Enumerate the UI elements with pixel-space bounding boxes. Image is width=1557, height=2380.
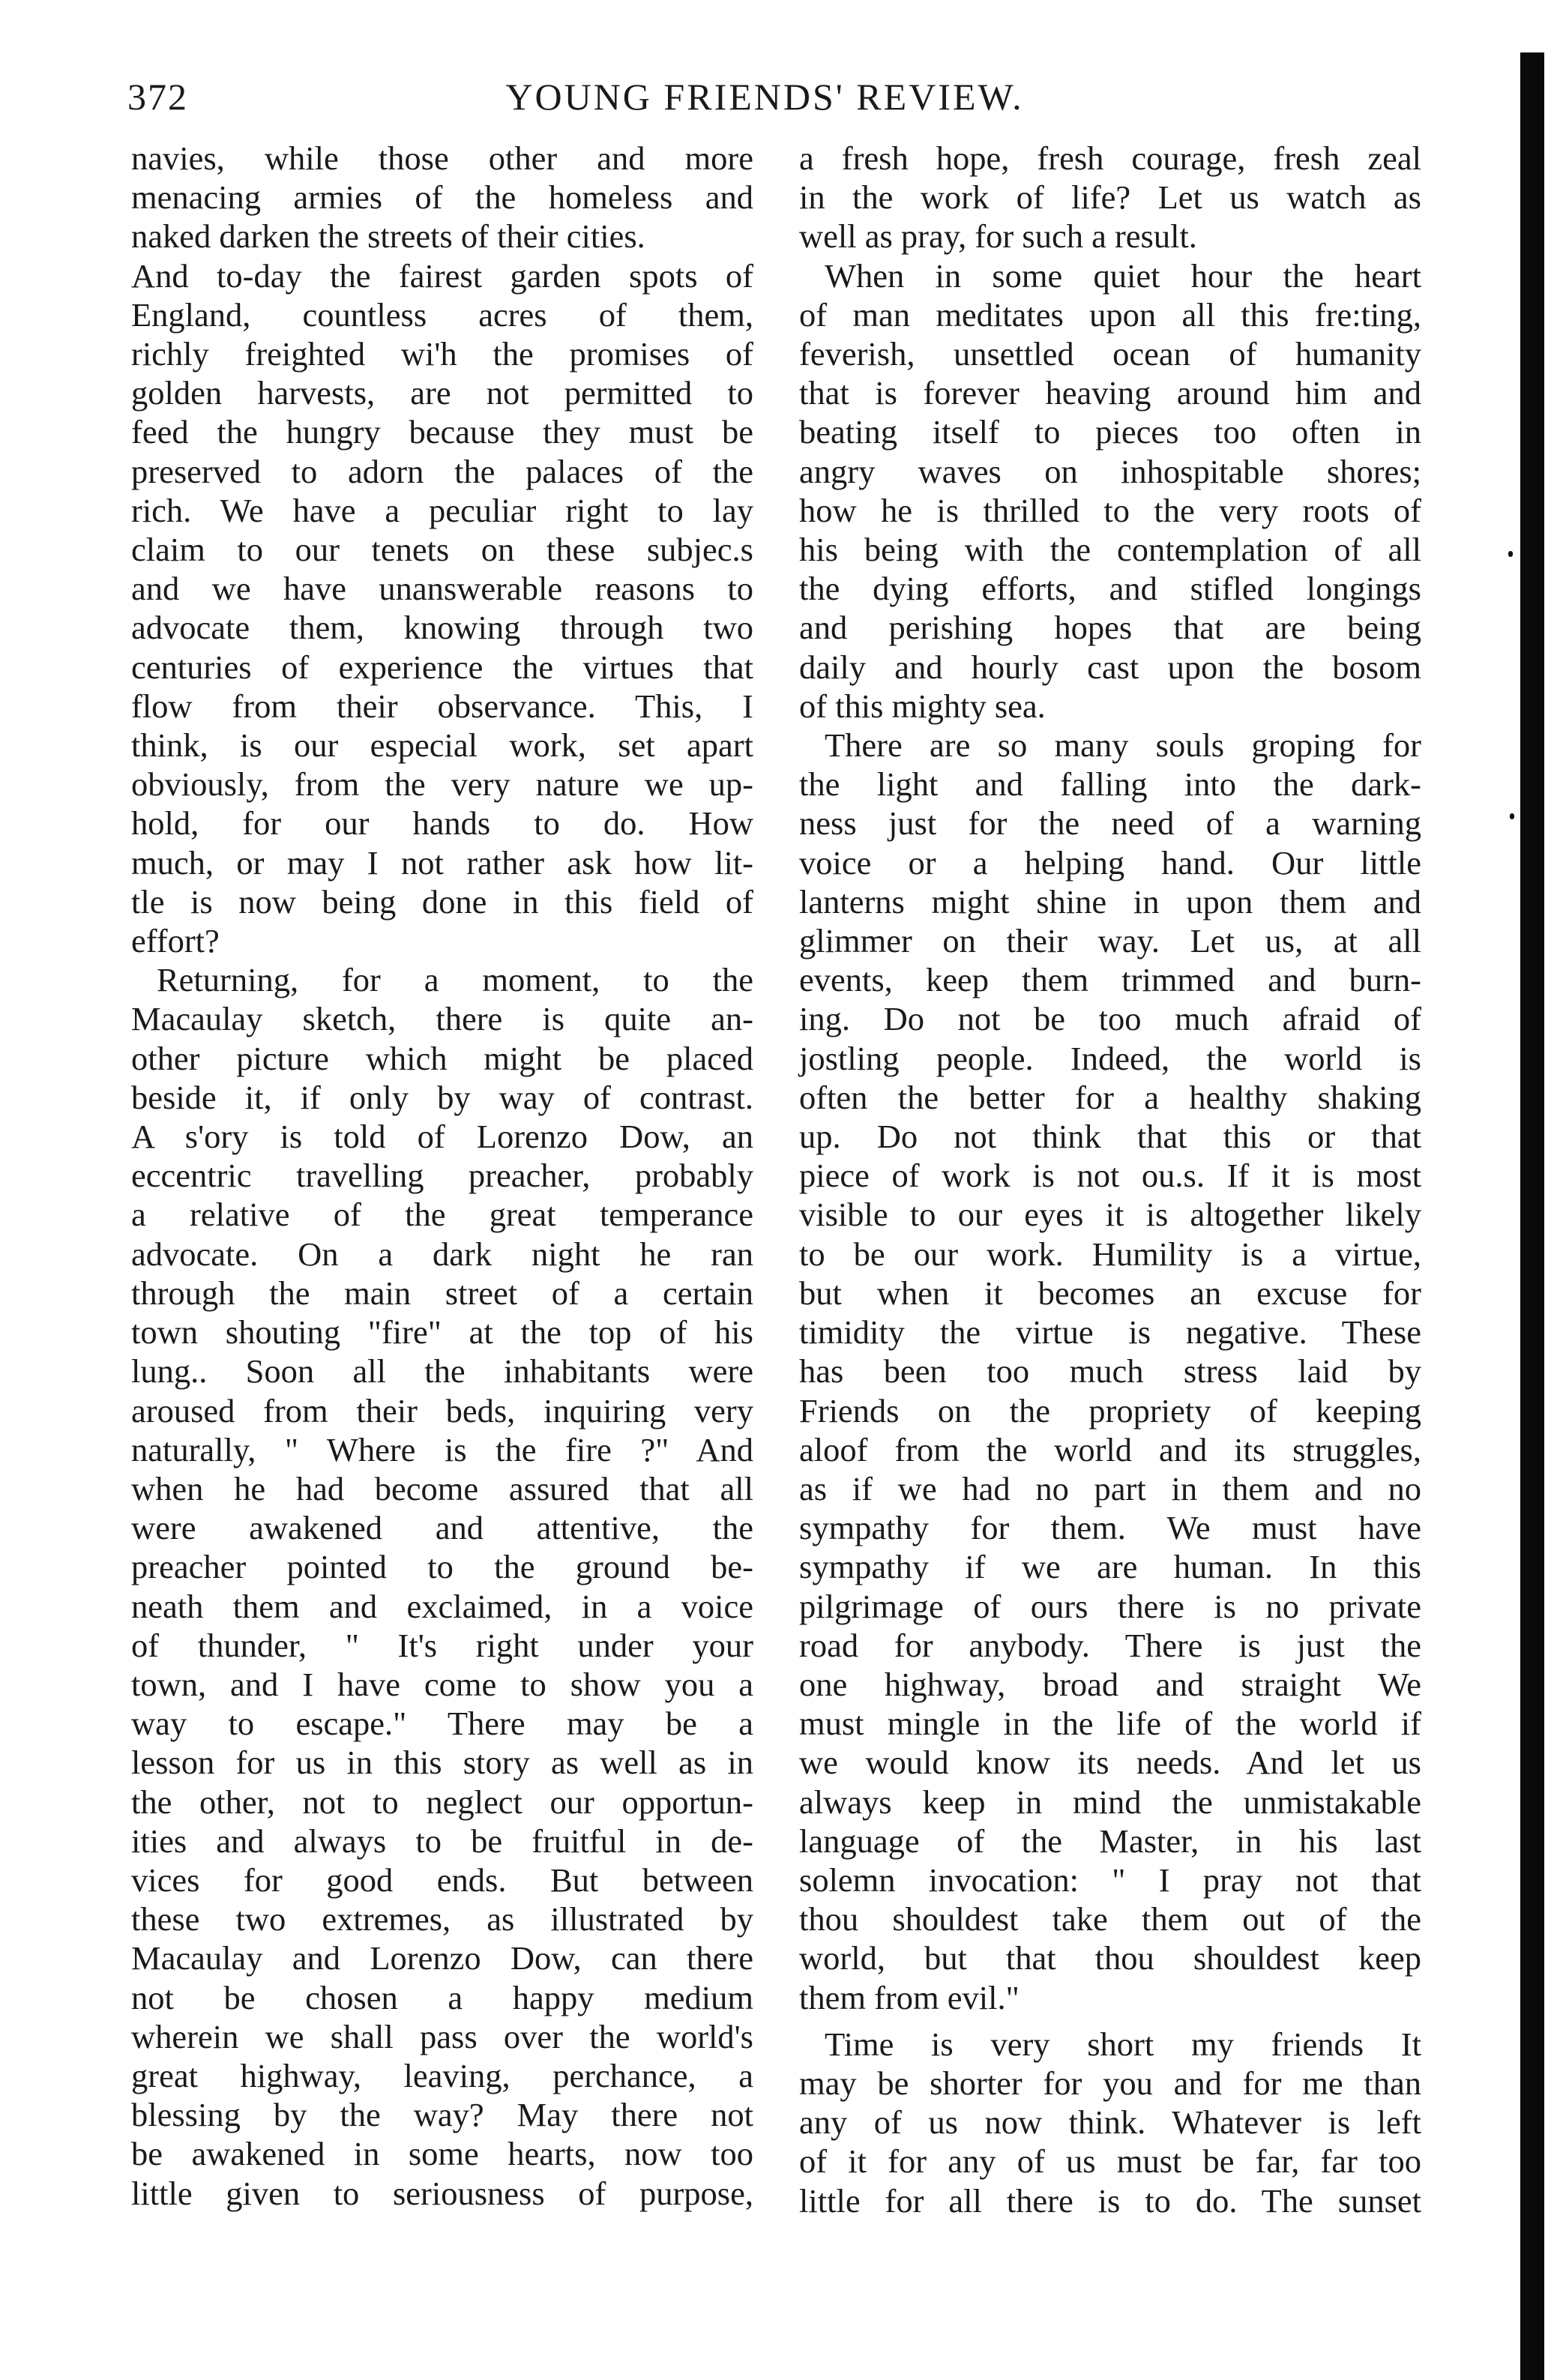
text-line: advocate them, knowing through two: [131, 609, 753, 647]
text-line: richly freighted wi'h the promises of: [131, 335, 753, 373]
text-line: ness just for the need of a warning: [799, 804, 1421, 843]
text-line: vices for good ends. But between: [131, 1861, 753, 1899]
text-line: a relative of the great temperance: [131, 1196, 753, 1234]
text-line: lung.. Soon all the inhabitants were: [131, 1352, 753, 1391]
text-line: wherein we shall pass over the world's: [131, 2017, 753, 2055]
text-line: must mingle in the life of the world if: [799, 1705, 1421, 1743]
text-line: that is forever heaving around him and: [799, 374, 1421, 412]
text-line: not be chosen a happy medium: [131, 1978, 753, 2016]
text-line: A s'ory is told of Lorenzo Dow, an: [131, 1118, 753, 1156]
text-line: them from evil.": [799, 1978, 1020, 2016]
text-line: little given to seriousness of purpose,: [131, 2174, 753, 2212]
text-line: often the better for a healthy shaking: [799, 1078, 1421, 1116]
text-line: voice or a helping hand. Our little: [799, 843, 1421, 882]
text-line: aroused from their beds, inquiring very: [131, 1391, 753, 1429]
text-line: these two extremes, as illustrated by: [131, 1900, 753, 1938]
text-line: any of us now think. Whatever is left: [799, 2103, 1421, 2142]
text-line: of it for any of us must be far, far too: [799, 2142, 1421, 2181]
text-line: language of the Master, in his last: [799, 1822, 1421, 1860]
text-line: other picture which might be placed: [131, 1039, 753, 1077]
text-line: England, countless acres of them,: [131, 295, 753, 334]
text-line: centuries of experience the virtues that: [131, 648, 753, 686]
text-line: one highway, broad and straight We: [799, 1665, 1421, 1703]
text-line: blessing by the way? May there not: [131, 2096, 753, 2134]
text-line: well as pray, for such a result.: [799, 217, 1197, 256]
text-line: and we have unanswerable reasons to: [131, 570, 753, 608]
text-line: feverish, unsettled ocean of humanity: [799, 335, 1421, 373]
page-number: 372: [127, 76, 188, 118]
text-line: golden harvests, are not permitted to: [131, 374, 753, 412]
text-line: world, but that thou shouldest keep: [799, 1939, 1421, 1977]
text-line: advocate. On a dark night he ran: [131, 1235, 753, 1273]
text-line: claim to our tenets on these subjec.s: [131, 531, 753, 569]
text-line: but when it becomes an excuse for: [799, 1274, 1421, 1312]
text-line: up. Do not think that this or that: [799, 1118, 1421, 1156]
text-line: obviously, from the very nature we up-: [131, 765, 753, 804]
text-line: Macaulay and Lorenzo Dow, can there: [131, 1939, 753, 1977]
text-line: feed the hungry because they must be: [131, 413, 753, 451]
text-line: events, keep them trimmed and burn-: [799, 961, 1421, 999]
text-line: as if we had no part in them and no: [799, 1469, 1421, 1507]
text-line: always keep in mind the unmistakable: [799, 1783, 1421, 1821]
text-line: town shouting "fire" at the top of his: [131, 1313, 753, 1352]
text-line: rich. We have a peculiar right to lay: [131, 491, 753, 529]
text-line: beside it, if only by way of contrast.: [131, 1078, 753, 1116]
text-line: little for all there is to do. The sunset: [799, 2181, 1421, 2220]
text-line: lesson for us in this story as well as in: [131, 1744, 753, 1782]
running-title: YOUNG FRIENDS' REVIEW.: [505, 76, 1024, 118]
text-line: his being with the contemplation of all: [799, 531, 1421, 569]
text-line: glimmer on their way. Let us, at all: [799, 922, 1421, 960]
text-line: were awakened and attentive, the: [131, 1509, 753, 1547]
text-line: ing. Do not be too much afraid of: [799, 1000, 1421, 1038]
text-line: of thunder, " It's right under your: [131, 1626, 753, 1664]
text-line: in the work of life? Let us watch as: [799, 178, 1421, 217]
text-line: jostling people. Indeed, the world is: [799, 1039, 1421, 1077]
text-line: Friends on the propriety of keeping: [799, 1391, 1421, 1429]
text-line: sympathy for them. We must have: [799, 1509, 1421, 1547]
text-line: a fresh hope, fresh courage, fresh zeal: [799, 139, 1421, 177]
text-line: angry waves on inhospitable shores;: [799, 452, 1421, 490]
text-line: naturally, " Where is the fire ?" And: [131, 1430, 753, 1468]
text-line: pilgrimage of ours there is no private: [799, 1587, 1421, 1625]
text-line: way to escape." There may be a: [131, 1705, 753, 1743]
text-line: to be our work. Humility is a virtue,: [799, 1235, 1421, 1273]
scan-edge-shadow: [1520, 52, 1544, 2380]
text-line: navies, while those other and more: [131, 139, 753, 177]
text-line: much, or may I not rather ask how lit-: [131, 843, 753, 882]
text-line: Time is very short my friends It: [825, 2025, 1421, 2063]
text-line: has been too much stress laid by: [799, 1352, 1421, 1391]
text-line: town, and I have come to show you a: [131, 1665, 753, 1703]
text-line: of this mighty sea.: [799, 687, 1046, 725]
text-line: visible to our eyes it is altogether likely: [799, 1196, 1421, 1234]
text-line: and perishing hopes that are being: [799, 609, 1421, 647]
text-line: timidity the virtue is negative. These: [799, 1313, 1421, 1352]
text-line: tle is now being done in this field of: [131, 882, 753, 921]
text-line: lanterns might shine in upon them and: [799, 882, 1421, 921]
text-line: eccentric travelling preacher, probably: [131, 1157, 753, 1195]
text-line: we would know its needs. And let us: [799, 1744, 1421, 1782]
text-line: ities and always to be fruitful in de-: [131, 1822, 753, 1860]
text-line: how he is thrilled to the very roots of: [799, 491, 1421, 529]
text-line: the light and falling into the dark-: [799, 765, 1421, 804]
text-line: through the main street of a certain: [131, 1274, 753, 1312]
text-line: thou shouldest take them out of the: [799, 1900, 1421, 1938]
scan-speck: [1508, 551, 1513, 557]
text-line: sympathy if we are human. In this: [799, 1548, 1421, 1586]
text-line: great highway, leaving, perchance, a: [131, 2056, 753, 2094]
text-line: think, is our especial work, set apart: [131, 726, 753, 765]
text-line: may be shorter for you and for me than: [799, 2064, 1421, 2102]
text-line: Returning, for a moment, to the: [157, 961, 753, 999]
text-line: road for anybody. There is just the: [799, 1626, 1421, 1664]
text-line: the other, not to neglect our opportun-: [131, 1783, 753, 1821]
page-header: [127, 75, 1402, 127]
text-line: When in some quiet hour the heart: [825, 256, 1421, 295]
text-line: There are so many souls groping for: [825, 726, 1421, 765]
text-line: of man meditates upon all this fre:ting,: [799, 295, 1421, 334]
text-line: solemn invocation: " I pray not that: [799, 1861, 1421, 1899]
text-line: piece of work is not ou.s. If it is most: [799, 1157, 1421, 1195]
left-text-column: [131, 139, 753, 2213]
text-line: neath them and exclaimed, in a voice: [131, 1587, 753, 1625]
text-line: daily and hourly cast upon the bosom: [799, 648, 1421, 686]
text-line: beating itself to pieces too often in: [799, 413, 1421, 451]
text-line: naked darken the streets of their cities.: [131, 217, 645, 256]
right-text-column: [799, 139, 1421, 2220]
text-line: the dying efforts, and stifled longings: [799, 570, 1421, 608]
text-line: aloof from the world and its struggles,: [799, 1430, 1421, 1468]
text-line: preacher pointed to the ground be-: [131, 1548, 753, 1586]
text-line: preserved to adorn the palaces of the: [131, 452, 753, 490]
text-line: flow from their observance. This, I: [131, 687, 753, 725]
text-line: Macaulay sketch, there is quite an-: [131, 1000, 753, 1038]
scan-speck: [1510, 813, 1514, 819]
text-line: effort?: [131, 922, 220, 960]
text-line: And to-day the fairest garden spots of: [131, 256, 753, 295]
text-line: menacing armies of the homeless and: [131, 178, 753, 217]
text-line: be awakened in some hearts, now too: [131, 2135, 753, 2173]
text-line: when he had become assured that all: [131, 1469, 753, 1507]
text-line: hold, for our hands to do. How: [131, 804, 753, 843]
